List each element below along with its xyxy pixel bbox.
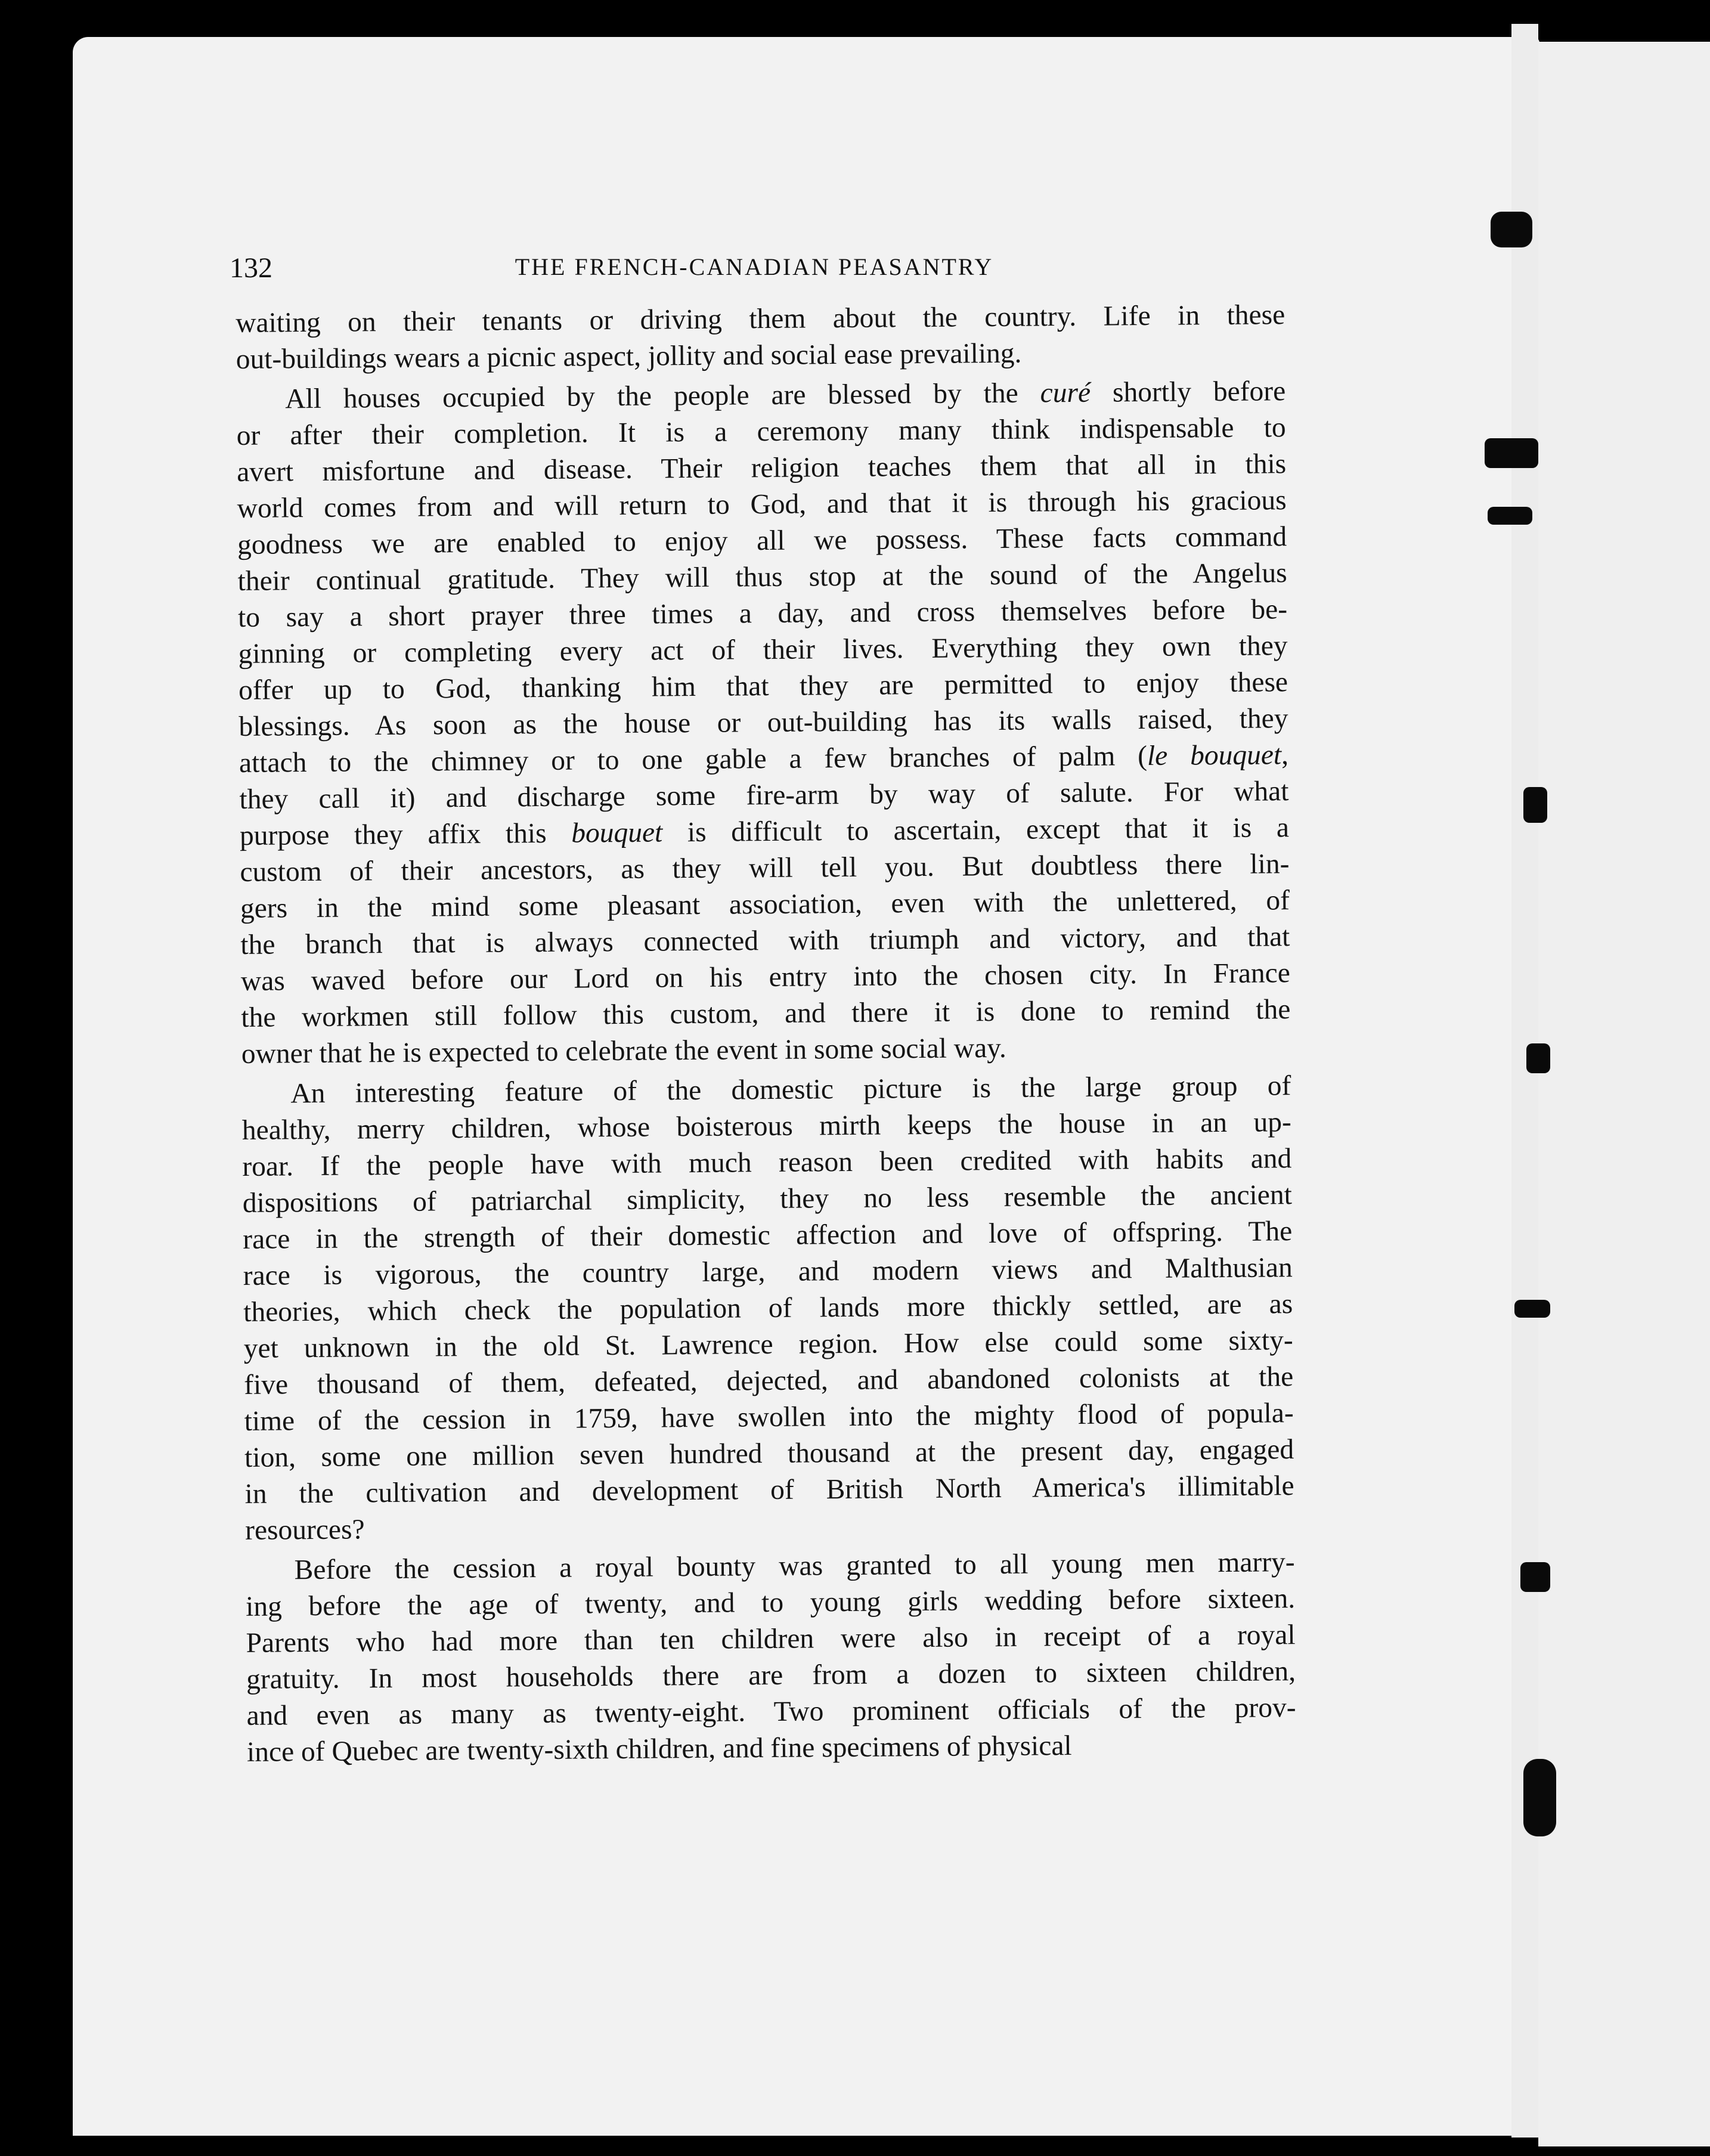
- text-line: race is vigorous, the country large, and modern views and Malthusian: [243, 1252, 1293, 1291]
- text-line: out-buildings wears a picnic aspect, jollity and social ease prevailing.: [236, 337, 1022, 375]
- text-line: dispositions of patriarchal simplicity, they no less resemble the ancient: [242, 1179, 1292, 1219]
- binding-hole: [1491, 212, 1532, 247]
- text-line: waiting on their tenants or driving them about the country. Life in these: [236, 299, 1285, 339]
- page-number: 132: [230, 252, 272, 284]
- text-line: ing before the age of twenty, and to young girls wedding before sixteen.: [245, 1583, 1296, 1622]
- text-line: yet unknown in the old St. Lawrence region. How else could some sixty-: [243, 1325, 1293, 1364]
- text-line: time of the cession in 1759, have swollen into the mighty flood of popula-: [244, 1398, 1294, 1437]
- text-line: and even as many as twenty-eight. Two prominent officials of the prov-: [246, 1692, 1296, 1731]
- page-header: [230, 249, 1279, 285]
- text-line: ginning or completing every act of their lives. Everything they own they: [238, 630, 1288, 670]
- text-line: their continual gratitude. They will thus stop at the sound of the Angelus: [237, 557, 1287, 597]
- body-text: [236, 297, 1296, 1774]
- binding-hole: [1485, 438, 1538, 468]
- text-line: to say a short prayer three times a day, and cross themselves before be-: [237, 594, 1288, 633]
- text-line: goodness we are enabled to enjoy all we possess. These facts command: [237, 521, 1287, 560]
- text-line: offer up to God, thanking him that they are permitted to enjoy these: [238, 667, 1288, 706]
- text-line: Parents who had more than ten children were also in receipt of a royal: [246, 1619, 1296, 1659]
- text-line: they call it) and discharge some fire-arm by way of salute. For what: [239, 776, 1289, 815]
- text-line: race in the strength of their domestic affection and love of offspring. The: [243, 1216, 1293, 1255]
- text-line: gratuity. In most households there are from a dozen to sixteen children,: [246, 1656, 1296, 1695]
- paragraph: [245, 1544, 1296, 1771]
- text-line: avert misfortune and disease. Their religion teaches them that all in this: [236, 448, 1287, 488]
- binding-hole: [1523, 787, 1547, 823]
- text-line: five thousand of them, defeated, dejected, and abandoned colonists at the: [244, 1361, 1294, 1401]
- text-line: owner that he is expected to celebrate the event in some social way.: [241, 1032, 1006, 1070]
- text-line: custom of their ancestors, as they will tell you. But doubtless there lin-: [240, 848, 1290, 888]
- text-line: An interesting feature of the domestic picture is the large group of: [290, 1070, 1291, 1110]
- text-line: was waved before our Lord on his entry into the chosen city. In France: [240, 958, 1291, 997]
- facing-page-edge: [1538, 42, 1710, 2146]
- text-line: world comes from and will return to God, and that it is through his gracious: [237, 485, 1287, 524]
- text-line: or after their completion. It is a ceremony many think indispensable to: [236, 412, 1286, 451]
- text-line: purpose they affix this bouquet is difficult to ascertain, except that it is a: [239, 812, 1290, 851]
- text-line: tion, some one million seven hundred thousand at the present day, engaged: [244, 1434, 1294, 1473]
- text-line: the branch that is always connected with triumph and victory, and that: [240, 921, 1290, 961]
- running-head: THE FRENCH-CANADIAN PEASANTRY: [515, 253, 994, 280]
- binding-hole: [1520, 1562, 1550, 1592]
- text-line: attach to the chimney or to one gable a few branches of palm (le bouquet,: [238, 739, 1289, 779]
- binding-hole: [1526, 1043, 1550, 1073]
- text-line: theories, which check the population of lands more thickly settled, are as: [243, 1288, 1293, 1328]
- text-line: ince of Quebec are twenty-sixth children, and fine specimens of physical: [246, 1730, 1072, 1768]
- paragraph: [236, 373, 1291, 1073]
- text-line: gers in the mind some pleasant association, even with the unlettered, of: [240, 885, 1290, 924]
- binding-hole: [1514, 1300, 1550, 1318]
- paragraph: [241, 1068, 1294, 1549]
- text-line: healthy, merry children, whose boisterous mirth keeps the house in an up-: [241, 1107, 1292, 1146]
- text-line: Before the cession a royal bounty was granted to all young men marry-: [294, 1547, 1295, 1586]
- text-line: the workmen still follow this custom, and there it is done to remind the: [241, 994, 1291, 1033]
- binding-hole: [1488, 507, 1532, 525]
- text-line: blessings. As soon as the house or out-building has its walls raised, they: [238, 703, 1288, 742]
- text-line: roar. If the people have with much reason been credited with habits and: [242, 1143, 1292, 1182]
- text-line: All houses occupied by the people are blessed by the curé shortly before: [285, 376, 1286, 415]
- paragraph: [236, 297, 1285, 378]
- text-line: in the cultivation and development of British North America's illimitable: [244, 1470, 1294, 1510]
- binding-hole: [1523, 1759, 1556, 1836]
- text-line: resources?: [244, 1514, 365, 1546]
